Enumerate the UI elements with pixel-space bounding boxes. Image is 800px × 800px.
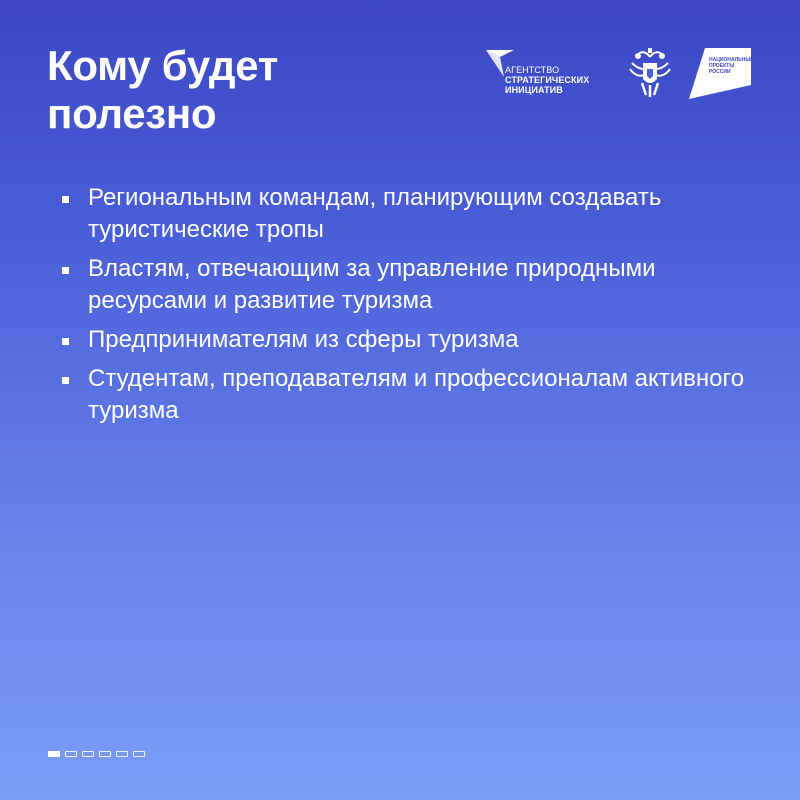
double-headed-eagle-icon xyxy=(622,45,678,101)
list-item xyxy=(60,363,760,427)
list-item-text: Студентам, преподавателям и профессионалам активного туризма xyxy=(88,365,745,424)
slide-pager xyxy=(48,751,145,757)
asi-logo-text xyxy=(505,65,589,95)
np-tag: Туризм xyxy=(709,50,727,56)
np-line-2: ПРОЕКТЫ xyxy=(709,63,735,69)
bullet-square-icon xyxy=(62,196,69,203)
pager-dot-2[interactable] xyxy=(65,751,77,757)
list-item-text: Региональным командам, планирующим создавать туристические тропы xyxy=(88,184,662,243)
np-logo-text xyxy=(709,57,754,75)
bullet-square-icon xyxy=(62,338,69,345)
asi-line-3: ИНИЦИАТИВ xyxy=(505,85,563,95)
pager-dot-4[interactable] xyxy=(99,751,111,757)
np-line-1: НАЦИОНАЛЬНЫЕ xyxy=(709,57,754,63)
partner-logos xyxy=(484,45,754,105)
asi-logo xyxy=(484,47,614,101)
audience-list xyxy=(60,182,760,434)
asi-line-1: АГЕНТСТВО xyxy=(505,65,560,75)
list-item-text: Властям, отвечающим за управление природными ресурсами и развитие туризма xyxy=(88,255,656,314)
pager-dot-3[interactable] xyxy=(82,751,94,757)
list-item xyxy=(60,324,760,356)
national-projects-logo xyxy=(687,45,753,101)
bullet-square-icon xyxy=(62,377,69,384)
pager-dot-1[interactable] xyxy=(48,751,60,757)
list-item xyxy=(60,253,760,317)
list-item xyxy=(60,182,760,246)
asi-line-2: СТРАТЕГИЧЕСКИХ xyxy=(505,75,590,85)
bullet-square-icon xyxy=(62,267,69,274)
list-item-text: Предпринимателям из сферы туризма xyxy=(88,326,519,353)
pager-dot-5[interactable] xyxy=(116,751,128,757)
pager-dot-6[interactable] xyxy=(133,751,145,757)
page-title: Кому будет полезно xyxy=(47,42,279,137)
np-line-3: РОССИИ xyxy=(709,69,731,75)
